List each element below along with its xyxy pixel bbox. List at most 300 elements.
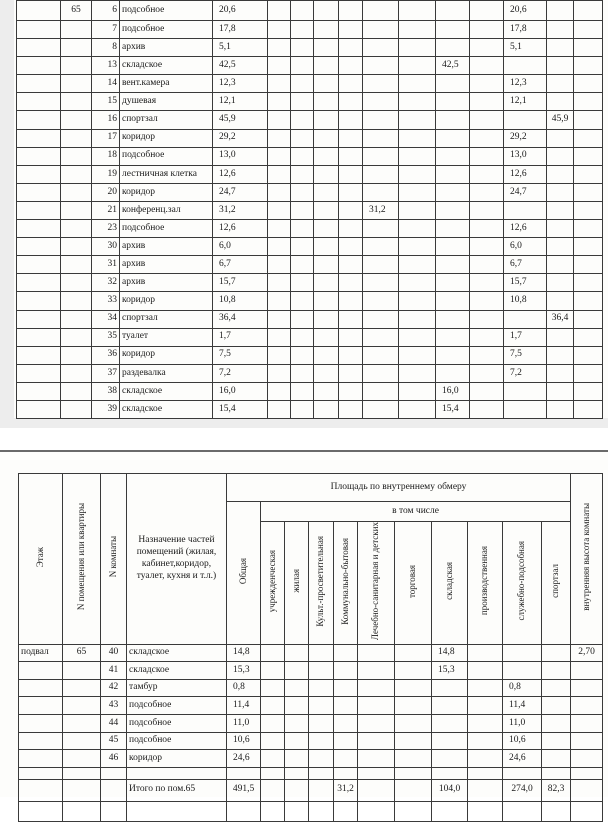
cultural-area-cell [363,93,399,111]
area-cell [314,310,339,328]
table-row [17,1,603,21]
purpose-cell: архив [120,256,213,274]
room-number-cell: 18 [92,147,120,165]
area-cell [334,679,358,697]
area-cell [291,310,314,328]
area-cell [339,147,363,165]
room-number-cell: 20 [92,183,120,201]
warehouse-area-cell [436,147,470,165]
cultural-area-cell [363,220,399,238]
area-cell [314,400,339,418]
empty-cell [334,767,358,779]
premises-cell [61,400,92,418]
floor-cell [17,183,61,201]
area-cell [268,220,291,238]
cultural-area-cell: 31,2 [363,201,399,219]
premises-cell [61,256,92,274]
area-cell [314,183,339,201]
sport-area-cell: 36,4 [547,310,574,328]
height-cell [574,165,603,183]
table-row [19,697,603,715]
area-cell [314,274,339,292]
area-cell [395,679,432,697]
utility-area-cell: 24,6 [503,750,542,768]
area-cell [314,256,339,274]
purpose-cell: коридор [120,129,213,147]
area-cell [268,129,291,147]
sport-area-cell [547,328,574,346]
area-cell [314,292,339,310]
blank-row [19,767,603,779]
sport-area-cell [547,364,574,382]
area-cell [339,111,363,129]
area-cell [309,750,334,768]
header-subcategory: служебно-подсобная [503,522,542,645]
utility-area-cell: 7,5 [504,346,547,364]
area-cell [314,147,339,165]
area-cell [268,183,291,201]
total-area-cell: 29,2 [213,129,268,147]
room-number-cell: 16 [92,111,120,129]
purpose-cell: тамбур [127,679,227,697]
purpose-cell: подсобное [127,697,227,715]
warehouse-area-cell [436,111,470,129]
area-cell [399,364,436,382]
area-cell [261,750,285,768]
height-cell [574,364,603,382]
area-cell [309,662,334,680]
header-height: внутренняя высота комнаты [571,474,603,645]
sport-area-cell [547,400,574,418]
purpose-cell: лестничная клетка [120,165,213,183]
room-number-cell: 14 [92,75,120,93]
height-cell [574,183,603,201]
total-area-cell: 12,6 [213,220,268,238]
area-cell [314,346,339,364]
area-cell [261,779,285,801]
area-cell [399,147,436,165]
area-cell [436,1,470,21]
floor-cell [17,1,61,21]
premises-cell [61,310,92,328]
area-cell [363,1,399,21]
area-cell [314,1,339,21]
purpose-cell: подсобное [127,732,227,750]
warehouse-area-cell: 14,8 [432,644,468,662]
floor-cell [17,111,61,129]
premises-cell [61,274,92,292]
area-cell [468,779,503,801]
area-cell [399,111,436,129]
area-cell [339,165,363,183]
empty-cell [309,767,334,779]
table-row [17,220,603,238]
table-row [17,238,603,256]
empty-cell [432,767,468,779]
area-cell [291,147,314,165]
premises-cell [61,183,92,201]
area-cell [291,111,314,129]
area-cell [285,750,309,768]
premises-cell [61,39,92,57]
purpose-cell: подсобное [120,21,213,39]
empty-cell [432,801,468,821]
area-cell [358,714,395,732]
area-cell [470,147,504,165]
utility-area-cell: 6,0 [504,238,547,256]
area-cell [395,662,432,680]
area-cell [470,274,504,292]
room-number-cell: 35 [92,328,120,346]
utility-area-cell: 6,7 [504,256,547,274]
area-cell [268,328,291,346]
cultural-area-cell [363,129,399,147]
area-cell [309,679,334,697]
area-cell [395,750,432,768]
empty-cell [571,801,603,821]
room-number-cell: 36 [92,346,120,364]
utility-area-cell: 12,6 [504,165,547,183]
header-including: в том числе [261,502,571,522]
purpose-cell: туалет [120,328,213,346]
sport-area-cell [542,697,571,715]
table-row [17,201,603,219]
purpose-cell: архив [120,238,213,256]
empty-cell [261,767,285,779]
area-cell [314,21,339,39]
room-number-cell: 13 [92,57,120,75]
area-cell [314,220,339,238]
area-cell [399,1,436,21]
room-number-cell: 7 [92,21,120,39]
room-number-cell: 30 [92,238,120,256]
area-cell [285,732,309,750]
total-area-cell: 6,0 [213,238,268,256]
area-cell [291,328,314,346]
warehouse-area-cell [436,39,470,57]
area-cell [268,382,291,400]
cultural-area-cell [363,165,399,183]
purpose-cell: коридор [120,346,213,364]
floor-cell [17,220,61,238]
room-number-cell: 44 [101,714,127,732]
area-cell [285,697,309,715]
blank-row [19,801,603,821]
premises-cell [61,328,92,346]
area-cell [339,346,363,364]
header-subcategory: учрежденческая [261,522,285,645]
sport-area-cell [542,662,571,680]
area-cell [314,75,339,93]
area-cell [291,274,314,292]
purpose-cell: спортзал [120,111,213,129]
floor-cell [19,662,63,680]
area-cell [358,697,395,715]
table-row [19,750,603,768]
sport-area-cell [547,75,574,93]
header-subcategory: Культ.-просветительная [309,522,334,645]
warehouse-area-cell [436,256,470,274]
area-cell [268,400,291,418]
room-number-cell: 38 [92,382,120,400]
area-cell [268,93,291,111]
premises-cell [61,165,92,183]
table-row [17,75,603,93]
premises-cell [61,21,92,39]
area-cell [339,201,363,219]
sport-area-cell [547,93,574,111]
empty-cell [395,767,432,779]
empty-cell [127,801,227,821]
area-cell [339,256,363,274]
table-row [17,292,603,310]
area-cell [309,779,334,801]
header-subcategory: производственная [468,522,503,645]
cultural-area-cell [363,111,399,129]
total-area-cell: 7,2 [213,364,268,382]
floor-cell: подвал [19,644,63,662]
area-cell [470,238,504,256]
height-cell [571,679,603,697]
total-area-cell: 10,6 [227,732,261,750]
height-cell [574,328,603,346]
height-cell [574,400,603,418]
room-number-cell: 43 [101,697,127,715]
purpose-cell: подсобное [120,147,213,165]
area-cell [314,57,339,75]
area-cell [291,201,314,219]
area-cell [399,75,436,93]
utility-area-cell: 10,8 [504,292,547,310]
area-cell [470,39,504,57]
premises-cell [63,714,101,732]
floor-cell [17,21,61,39]
premises-cell [61,238,92,256]
total-area-cell: 24,6 [227,750,261,768]
height-cell [574,93,603,111]
cultural-area-cell [363,310,399,328]
empty-cell [542,801,571,821]
premises-cell [63,662,101,680]
premises-cell [61,75,92,93]
area-cell [468,644,503,662]
purpose-cell: вент.камера [120,75,213,93]
total-area-cell: 11,4 [227,697,261,715]
area-cell [470,183,504,201]
area-cell [470,346,504,364]
area-cell [468,697,503,715]
header-room: N комнаты [101,474,127,645]
floor-cell [17,400,61,418]
area-cell [395,697,432,715]
area-cell [261,679,285,697]
area-cell [291,382,314,400]
area-cell [395,644,432,662]
height-cell [574,382,603,400]
area-cell [358,732,395,750]
area-cell [470,111,504,129]
area-cell [399,346,436,364]
sport-area-cell [542,679,571,697]
height-cell [571,714,603,732]
total-area-cell: 15,7 [213,274,268,292]
sport-area-cell [547,346,574,364]
area-cell [268,1,291,21]
floor-cell [17,364,61,382]
room-number-cell: 19 [92,165,120,183]
area-cell [261,644,285,662]
table-row [17,346,603,364]
sport-area-cell [547,39,574,57]
floor-cell [17,382,61,400]
totals-sport-area: 82,3 [542,779,571,801]
sport-area-cell [547,21,574,39]
height-cell [571,779,603,801]
room-number-cell: 32 [92,274,120,292]
area-cell [399,328,436,346]
purpose-cell: архив [120,274,213,292]
area-cell [470,382,504,400]
empty-cell [395,801,432,821]
room-number-cell: 46 [101,750,127,768]
area-cell [268,57,291,75]
floor-cell [17,75,61,93]
cultural-area-cell [363,256,399,274]
total-area-cell: 12,6 [213,165,268,183]
area-cell [285,662,309,680]
utility-area-cell: 24,7 [504,183,547,201]
area-cell [339,183,363,201]
height-cell [571,662,603,680]
total-area-cell: 15,4 [213,400,268,418]
premises-cell [61,111,92,129]
area-cell [358,750,395,768]
cultural-area-cell [363,274,399,292]
total-area-cell: 24,7 [213,183,268,201]
sport-area-cell [547,147,574,165]
area-cell [339,310,363,328]
area-cell [399,165,436,183]
total-area-cell: 45,9 [213,111,268,129]
empty-cell [542,767,571,779]
area-cell [399,382,436,400]
warehouse-area-cell [436,21,470,39]
area-cell [268,310,291,328]
area-cell [334,644,358,662]
area-cell [399,274,436,292]
purpose-cell: складское [120,57,213,75]
premises-cell [61,364,92,382]
floor-cell [17,201,61,219]
sport-area-cell [542,644,571,662]
empty-cell [261,801,285,821]
utility-area-cell: 15,7 [504,274,547,292]
purpose-cell: подсобное [120,1,213,21]
area-cell [468,750,503,768]
total-area-cell: 36,4 [213,310,268,328]
empty-cell [19,801,63,821]
area-cell [470,129,504,147]
area-cell [314,382,339,400]
floor-cell [17,328,61,346]
area-cell [285,679,309,697]
purpose-cell: архив [120,39,213,57]
table-row [17,256,603,274]
area-cell [399,256,436,274]
table-row [17,39,603,57]
totals-label: Итого по пом.65 [127,779,227,801]
total-area-cell: 12,3 [213,75,268,93]
height-cell [574,201,603,219]
room-number-cell: 40 [101,644,127,662]
total-area-cell: 11,0 [227,714,261,732]
area-cell [470,256,504,274]
empty-cell [503,767,542,779]
table-row [19,679,603,697]
sport-area-cell [542,750,571,768]
area-cell [268,201,291,219]
purpose-cell: конференц.зал [120,201,213,219]
empty-cell [468,801,503,821]
area-cell [470,21,504,39]
area-cell [334,732,358,750]
area-cell [314,111,339,129]
empty-cell [19,767,63,779]
bottom-area-table [18,473,603,822]
height-cell [574,310,603,328]
area-cell [468,732,503,750]
utility-area-cell: 11,4 [503,697,542,715]
area-cell [339,364,363,382]
purpose-cell: подсобное [120,220,213,238]
area-cell [291,256,314,274]
area-cell [268,238,291,256]
empty-cell [468,767,503,779]
area-cell [268,165,291,183]
floor-cell [17,238,61,256]
area-cell [339,57,363,75]
table-row [17,364,603,382]
area-cell [309,714,334,732]
utility-area-cell: 1,7 [504,328,547,346]
floor-cell [17,129,61,147]
area-cell [314,328,339,346]
cultural-area-cell [363,292,399,310]
total-area-cell: 16,0 [213,382,268,400]
area-cell [261,662,285,680]
area-cell [399,57,436,75]
premises-cell: 65 [61,1,92,21]
area-cell [291,400,314,418]
area-cell [314,39,339,57]
area-cell [309,697,334,715]
area-cell [470,400,504,418]
premises-cell [61,346,92,364]
sport-area-cell [547,129,574,147]
height-cell [574,111,603,129]
area-cell [395,714,432,732]
height-cell [574,75,603,93]
warehouse-area-cell [436,364,470,382]
area-cell [358,679,395,697]
height-cell [574,292,603,310]
floor-cell [17,165,61,183]
table-row [17,147,603,165]
area-cell [314,93,339,111]
height-cell: 2,70 [571,644,603,662]
utility-area-cell [504,400,547,418]
area-cell [468,714,503,732]
